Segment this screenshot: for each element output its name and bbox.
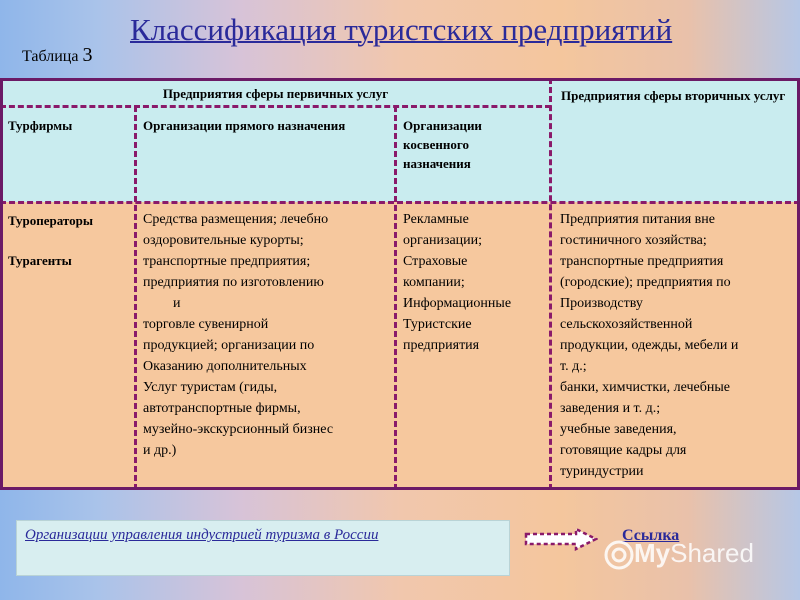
secondary-line: банки, химчистки, лечебные [560,380,730,395]
header-secondary-services: Предприятия сферы вторичных услуг [551,78,800,202]
indirect-org-line: Страховые [403,254,468,269]
indirect-org-line: организации; [403,233,483,248]
secondary-line: (городские); предприятия по [560,275,731,290]
table-border [0,78,800,490]
myshared-watermark [604,538,754,570]
ssylka-link[interactable]: Ссылка [622,527,680,544]
direct-line: предприятия по изготовлению [143,275,324,290]
direct-line: транспортные предприятия; [143,254,311,269]
subheader-direct: Организации прямого назначения [135,106,395,202]
direct-line: Оказанию дополнительных [143,359,307,374]
subheader-turfirms: Турфирмы [0,106,135,202]
slide-title: Классификация туристских предприятий [130,12,673,47]
direct-line: и [173,296,181,311]
direct-line: Средства размещения; лечебно [143,212,329,227]
secondary-line: заведения и т. д.; [560,401,661,416]
indirect-org-line: Рекламные [403,212,469,227]
secondary-line: транспортные предприятия [560,254,724,269]
secondary-line: туриндустрии [560,464,644,479]
caption-word: Таблица [22,48,79,65]
indirect-line: Организации [403,118,482,133]
secondary-line: продукции, одежды, мебели и [560,338,739,353]
indirect-org-line: Туристские [403,317,472,332]
indirect-line: косвенного [403,137,469,152]
secondary-line: сельскохозяйственной [560,317,693,332]
header-primary-services: Предприятия сферы первичных услуг [0,78,551,106]
watermark-my: My [634,538,671,568]
direct-line: автотранспортные фирмы, [143,401,301,416]
myshared-logo-icon [604,540,634,570]
secondary-line: гостиничного хозяйства; [560,233,707,248]
tourism-management-link[interactable]: Организации управления индустрией туризма в России [25,527,379,543]
secondary-line: учебные заведения, [560,422,677,437]
direct-line: продукцией; организации по [143,338,315,353]
secondary-line: Производству [560,296,643,311]
indirect-line: назначения [403,156,471,171]
secondary-line: Предприятия питания вне [560,212,715,227]
direct-line: торговле сувенирной [143,317,269,332]
indirect-org-line: предприятия [403,338,480,353]
link-box [16,520,510,576]
table-caption [22,44,92,67]
secondary-line: готовящие кадры для [560,443,687,458]
direct-line: и др.) [143,443,177,458]
watermark-shared: Shared [670,538,754,568]
arrow-right-icon[interactable] [524,527,598,551]
direct-line: Услуг туристам (гиды, [143,380,278,395]
classification-table [0,78,800,490]
indirect-org-line: компании; [403,275,465,290]
tour-agents-label: Турагенты [8,253,72,268]
caption-number: 3 [82,44,93,66]
direct-line: оздоровительные курорты; [143,233,304,248]
tour-operators-label: Туроператоры [8,213,94,228]
secondary-line: т. д.; [560,359,587,374]
direct-line: музейно-экскурсионный бизнес [143,422,334,437]
indirect-org-line: Информационные [403,296,512,311]
